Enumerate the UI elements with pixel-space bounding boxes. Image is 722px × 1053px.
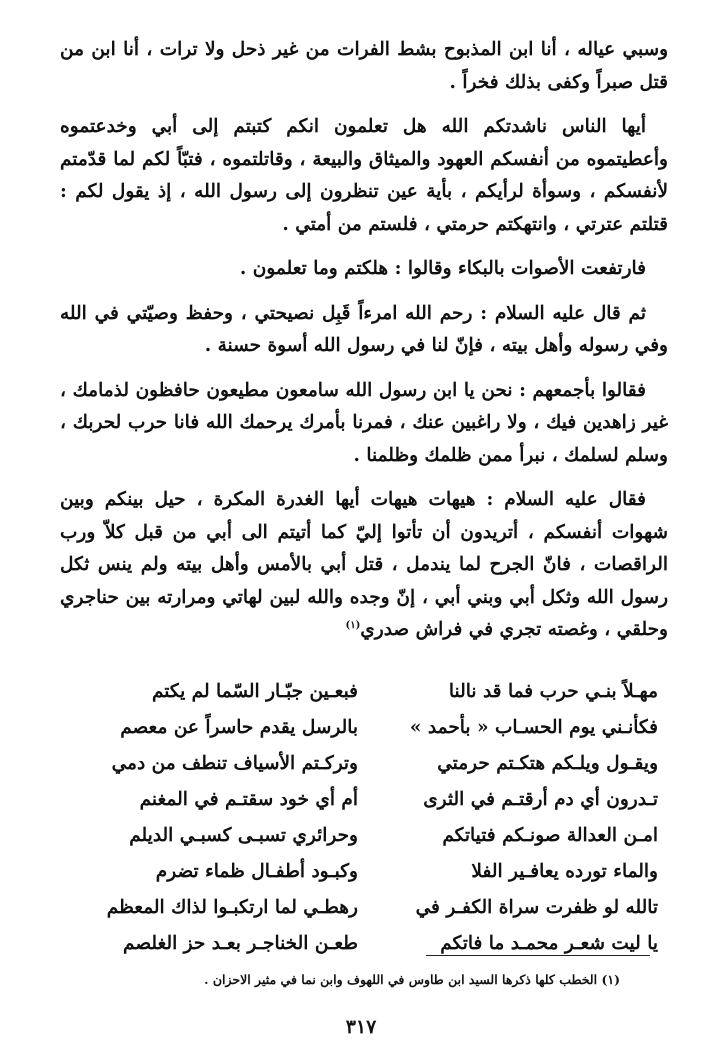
poem-first-hemistich: تـدرون أي دم أرقتـم في الثرى xyxy=(423,789,658,810)
poem-second-hemistich: وتركـتم الأسياف تنطف من دمي xyxy=(111,753,358,774)
poem-first-hemistich: امـن العدالة صونـكم فتياتكم xyxy=(442,825,658,846)
poem-second-hemistich: وكبـود أطفـال ظماء تضرم xyxy=(155,861,358,882)
main-text xyxy=(60,34,668,659)
footnote-divider xyxy=(426,955,650,956)
poem-first-hemistich: والماء تورده يعافـير الفلا xyxy=(471,861,658,882)
poem-second-hemistich: بالرسل يقدم حاسراً عن معصم xyxy=(120,717,358,738)
paragraph: وسبي عياله ، أنا ابن المذبوح بشط الفرات من غير ذحل ولا ترات ، أنا ابن من قتل صبراً وكفى بذلك فخراً . xyxy=(60,39,668,93)
page-number: ٣١٧ xyxy=(345,1016,377,1038)
poem-line xyxy=(88,710,658,746)
poem-line xyxy=(88,890,658,926)
poem-first-hemistich: مهـلاً بنـي حرب فما قد نالنا xyxy=(448,681,658,702)
poem-line xyxy=(88,746,658,782)
poem-line xyxy=(88,854,658,890)
poem-second-hemistich: فبعـين جبّـار السّما لم يكتم xyxy=(151,681,358,702)
paragraph: فقالوا بأجمعهم : نحن يا ابن رسول الله سامعون مطيعون حافظون لذمامك ، غير زاهدين فيك ، ولا راغبين عنك ، فمرنا بأمرك يرحمك الله فانا حرب لحربك ، وسلم لسلمك ، نبرأ ممن ظلمك وظلمنا . xyxy=(60,379,668,466)
poem-line xyxy=(88,782,658,818)
poem-second-hemistich: طعـن الخناجـر بعـد حز الغلصم xyxy=(123,933,358,954)
poem-first-hemistich: يا ليت شعـر محمـد ما فاتكم xyxy=(440,933,658,954)
poem-line xyxy=(88,674,658,710)
paragraph: ثم قال عليه السلام : رحم الله امرءاً قَبِل نصيحتي ، وحفظ وصيّتي في الله وفي رسوله وأهل بيته ، فإنّ لنا في رسول الله أسوة حسنة . xyxy=(60,302,668,356)
paragraph-text: فقال عليه السلام : هيهات هيهات أيها الغدرة المكرة ، حيل بينكم وبين شهوات أنفسكم ، أتريدون أن تأتوا إليّ كما أتيتم الى أبي من قبل كلاّ ورب الراقصات ، فانّ الجرح لما يندمل ، قتل أبي بالأمس وأهل بيته ولم ينس ثكل رسول الله وثكل أبي وبني أبي ، إنّ وجده والله لبين لهاتي ومرارته بين حناجري وحلقي ، وغصته تجري في فراش صدري xyxy=(60,489,668,640)
paragraph: فارتفعت الأصوات بالبكاء وقالوا : هلكتم وما تعلمون . xyxy=(239,258,646,279)
poem-line xyxy=(88,926,658,962)
paragraph-with-footnote xyxy=(60,484,668,647)
poem-line xyxy=(88,818,658,854)
poem-first-hemistich: تالله لو ظفرت سراة الكفـر في xyxy=(415,897,658,918)
poem-first-hemistich: ويقـول ويلـكم هتكـتم حرمتي xyxy=(437,753,658,774)
poem-second-hemistich: وحرائري تسبـى كسبـي الديلم xyxy=(129,825,358,846)
footnote-marker: (١) xyxy=(345,619,361,631)
poem-second-hemistich: رهطـي لما ارتكبـوا لذاك المعظم xyxy=(106,897,358,918)
poem-first-hemistich: فكأنـني يوم الحسـاب « بأحمد » xyxy=(409,717,658,738)
paragraph: أيها الناس ناشدتكم الله هل تعلمون انكم كتبتم إلى أبي وخدعتموه وأعطيتموه من أنفسكم العهود والميثاق والبيعة ، وقاتلتموه ، فتبّاً لكم لما قدّمتم لأنفسكم ، وسوأة لرأيكم ، بأية عين تنظرون إلى رسول الله ، إذ يقول لكم : قتلتم عترتي ، وانتهكتم حرمتي ، فلستم من أمتي . xyxy=(60,116,668,235)
poem-second-hemistich: أم أي خود سقتـم في المغنم xyxy=(139,789,358,810)
poem xyxy=(88,674,658,962)
footnote: (١) الخطب كلها ذكرها السيد ابن طاوس في اللهوف وابن نما في مثير الاحزان . xyxy=(204,972,620,987)
